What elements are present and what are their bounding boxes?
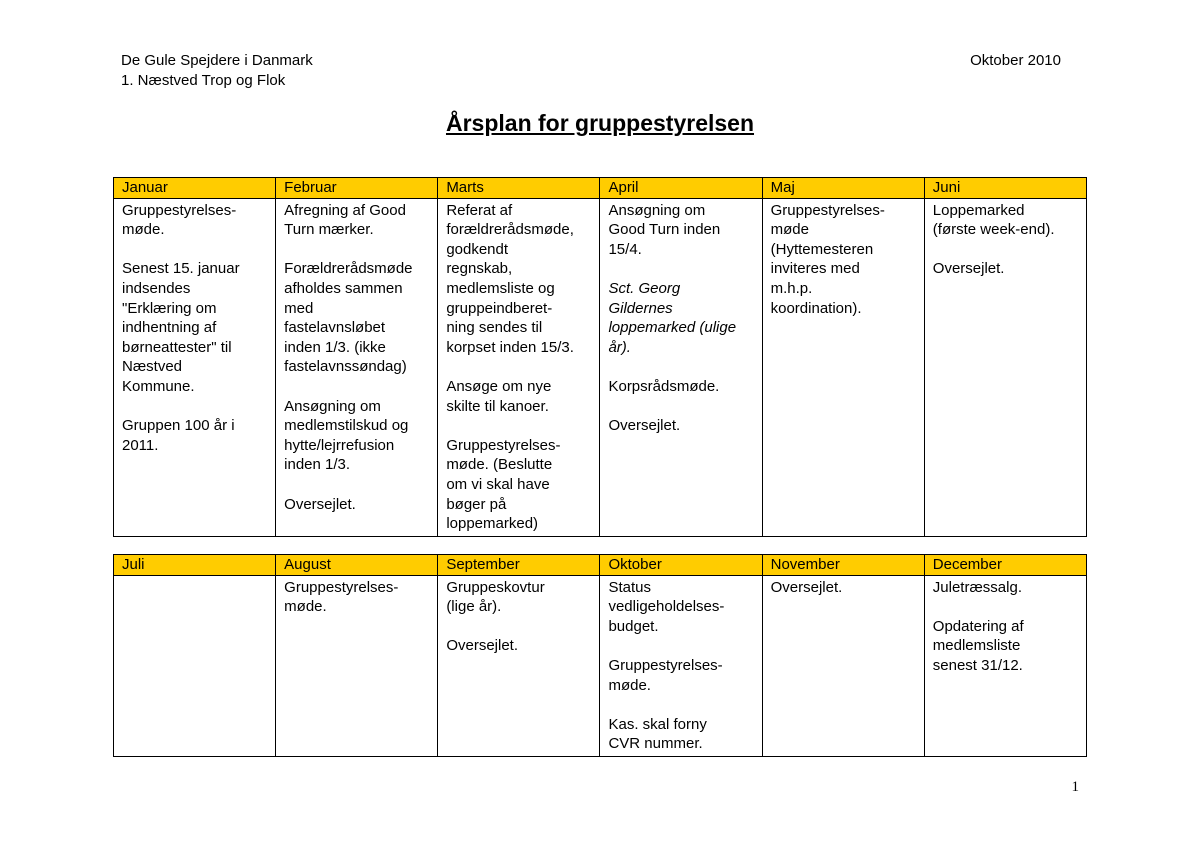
plan-entry: Oversejlet. [770, 578, 843, 596]
plan-entry: Oversejlet. [284, 495, 356, 513]
month-header: Marts [438, 178, 600, 199]
plan-entry: Oversejlet. [446, 637, 519, 655]
plan-entry: Gruppestyrelses- møde. [284, 578, 399, 616]
month-header: April [600, 178, 762, 199]
plan-entry: Status vedligeholdelses- budget. [608, 578, 725, 635]
month-cell [438, 575, 600, 756]
month-content-row [114, 575, 1087, 756]
month-header-row [114, 178, 1087, 199]
plan-entry: Ansøge om nye skilte til kanoer. [446, 377, 552, 415]
plan-entry: Ansøgning om medlemstilskud og hytte/lejrrefusion inden 1/3. [284, 397, 409, 474]
month-cell [924, 575, 1086, 756]
month-cell [924, 198, 1086, 536]
month-cell [600, 198, 762, 536]
month-cell [600, 575, 762, 756]
plan-entry: Gruppestyrelses- møde. (Beslutte om vi skal have bøger på loppemarked) [446, 436, 561, 533]
plan-entry: Ansøgning om Good Turn inden 15/4. [608, 201, 721, 258]
plan-entry: Gruppeskovtur (lige år). [446, 578, 545, 616]
month-header: Maj [762, 178, 924, 199]
month-cell [762, 575, 924, 756]
plan-entry: Afregning af Good Turn mærker. [284, 201, 406, 239]
plan-entry: Gruppestyrelses- møde. [608, 656, 723, 694]
month-header: Juli [114, 555, 276, 576]
year-plan-table-first-half [113, 177, 1087, 537]
month-header: Februar [276, 178, 438, 199]
plan-entry: Oversejlet. [932, 260, 1005, 278]
plan-entry: Korpsrådsmøde. [608, 377, 720, 395]
plan-entry: Kas. skal forny CVR nummer. [608, 715, 707, 753]
month-cell [438, 198, 600, 536]
plan-entry: Gruppen 100 år i 2011. [122, 417, 235, 454]
month-header: November [762, 555, 924, 576]
month-header: December [924, 555, 1086, 576]
plan-entry: Oversejlet. [608, 417, 681, 435]
month-cell [114, 198, 276, 536]
month-header: Juni [924, 178, 1086, 199]
month-cell [276, 198, 438, 536]
page-number: 1 [1071, 779, 1079, 795]
month-header: Januar [114, 178, 276, 199]
month-content-row [114, 198, 1087, 536]
month-cell [762, 198, 924, 536]
troop-name: 1. Næstved Trop og Flok [121, 72, 286, 89]
document-date: Oktober 2010 [970, 52, 1061, 69]
plan-entry: Opdatering af medlemsliste senest 31/12. [932, 617, 1024, 674]
page-title: Årsplan for gruppestyrelsen [445, 110, 755, 136]
plan-entry: Gruppestyrelses- møde (Hyttemesteren inviteres med m.h.p. koordination). [770, 201, 885, 317]
year-plan-table-second-half [113, 554, 1087, 757]
month-header: Oktober [600, 555, 762, 576]
month-cell [114, 575, 276, 756]
plan-entry: Senest 15. januar indsendes "Erklæring om indhentning af børneattester" til Næstved Kommune. [122, 260, 240, 395]
plan-entry: Loppemarked (første week-end). [932, 201, 1055, 239]
plan-entry: Juletræssalg. [932, 578, 1022, 596]
plan-entry: Sct. Georg Gildernes loppemarked (ulige år). [608, 279, 737, 356]
month-cell [276, 575, 438, 756]
plan-entry: Gruppestyrelses- møde. [122, 201, 237, 239]
month-header: September [438, 555, 600, 576]
organization-name: De Gule Spejdere i Danmark [121, 52, 313, 69]
plan-entry: Forældrerådsmøde afholdes sammen med fastelavnsløbet inden 1/3. (ikke fastelavnssøndag) [284, 260, 413, 376]
plan-entry: Referat af forældrerådsmøde, godkendt regnskab, medlemsliste og gruppeindberet- ning sendes til korpset inden 15/3. [446, 201, 574, 356]
month-header: August [276, 555, 438, 576]
month-header-row [114, 555, 1087, 576]
